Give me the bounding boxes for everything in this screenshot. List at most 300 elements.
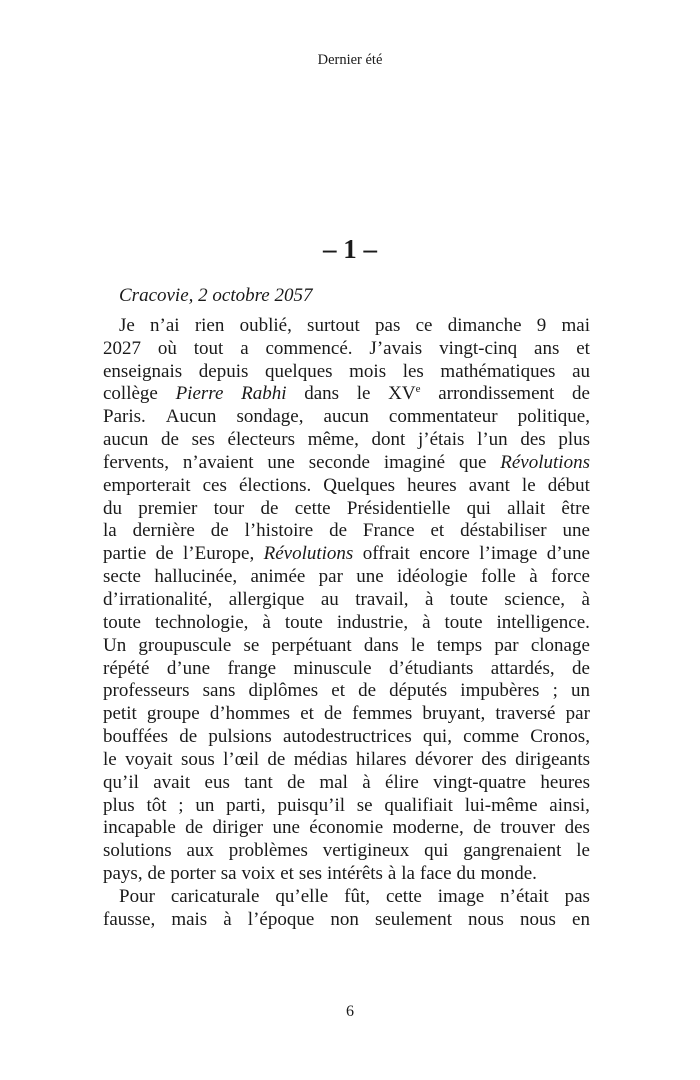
text: imaginé bbox=[383, 451, 446, 473]
text: depuis bbox=[198, 360, 249, 382]
text: aucun bbox=[323, 406, 369, 428]
word bbox=[245, 520, 314, 543]
text: dévorer bbox=[414, 748, 473, 770]
word bbox=[158, 338, 177, 361]
text: secte bbox=[103, 566, 141, 588]
text-line bbox=[103, 658, 590, 681]
text: parti, bbox=[226, 794, 266, 816]
text-line bbox=[103, 863, 590, 886]
text: députés bbox=[389, 680, 448, 702]
text: à bbox=[262, 611, 271, 633]
text: tour bbox=[213, 497, 245, 519]
word bbox=[103, 703, 137, 726]
text: politique, bbox=[517, 406, 590, 428]
text: à bbox=[422, 611, 431, 633]
text: heures bbox=[407, 474, 457, 496]
text: qualifiait bbox=[384, 794, 453, 816]
text: l’époque bbox=[247, 908, 315, 930]
word bbox=[457, 863, 476, 886]
text: premier bbox=[138, 497, 198, 519]
text: gangrenaient bbox=[463, 840, 562, 862]
text: heures bbox=[540, 771, 590, 793]
word bbox=[119, 886, 155, 909]
text: de bbox=[329, 520, 347, 542]
text: tant bbox=[244, 771, 273, 793]
text-line bbox=[103, 749, 590, 772]
word bbox=[477, 429, 508, 452]
word bbox=[530, 726, 590, 749]
word bbox=[229, 840, 308, 863]
text: image bbox=[437, 885, 485, 907]
word bbox=[389, 658, 473, 681]
text: de bbox=[572, 657, 590, 679]
text: dirigeants bbox=[515, 748, 590, 770]
text: au bbox=[320, 588, 339, 610]
word bbox=[229, 589, 305, 612]
word bbox=[295, 498, 331, 521]
word bbox=[221, 863, 237, 886]
text: de bbox=[571, 383, 590, 405]
text: seulement bbox=[374, 908, 452, 930]
word bbox=[153, 772, 190, 795]
text: ces bbox=[202, 474, 227, 496]
word bbox=[103, 429, 148, 452]
italic-text: Révolutions bbox=[263, 543, 354, 565]
text: et bbox=[280, 863, 294, 885]
word bbox=[384, 795, 453, 818]
word bbox=[430, 520, 444, 543]
word bbox=[463, 840, 561, 863]
word bbox=[467, 498, 491, 521]
word bbox=[272, 635, 352, 658]
text-line bbox=[103, 772, 590, 795]
word bbox=[520, 429, 545, 452]
word bbox=[205, 772, 230, 795]
word bbox=[103, 520, 117, 543]
text: diplômes bbox=[248, 680, 319, 702]
text: allait bbox=[507, 497, 546, 519]
text: Quelques bbox=[323, 474, 396, 496]
text-line bbox=[103, 635, 590, 658]
text: oublié, bbox=[239, 314, 292, 336]
word bbox=[103, 338, 141, 361]
text: l’histoire bbox=[244, 520, 314, 542]
word bbox=[363, 520, 415, 543]
text: force bbox=[550, 566, 590, 588]
text: cette bbox=[385, 885, 422, 907]
word bbox=[267, 749, 285, 772]
word bbox=[473, 817, 491, 840]
word bbox=[423, 726, 452, 749]
text-line bbox=[103, 680, 590, 703]
word bbox=[324, 703, 342, 726]
word bbox=[208, 726, 271, 749]
text: à bbox=[223, 908, 232, 930]
text: à bbox=[362, 771, 371, 793]
text: impubères bbox=[460, 680, 540, 702]
word bbox=[500, 452, 590, 475]
text: une bbox=[267, 451, 295, 473]
word bbox=[181, 749, 215, 772]
text: pulsions bbox=[208, 726, 272, 748]
word bbox=[194, 338, 224, 361]
word bbox=[437, 635, 482, 658]
word bbox=[138, 635, 231, 658]
text: dans bbox=[304, 383, 340, 405]
word bbox=[293, 658, 371, 681]
word bbox=[433, 772, 526, 795]
text: a bbox=[240, 337, 249, 359]
text: un bbox=[570, 680, 590, 702]
text: de bbox=[155, 543, 174, 565]
text: à bbox=[581, 588, 590, 610]
word bbox=[133, 520, 195, 543]
text: une bbox=[356, 566, 384, 588]
word bbox=[386, 886, 422, 909]
word bbox=[272, 817, 299, 840]
word bbox=[243, 635, 259, 658]
word bbox=[223, 909, 231, 932]
word bbox=[103, 361, 182, 384]
text: de bbox=[260, 497, 279, 519]
text: et bbox=[430, 520, 445, 542]
word bbox=[358, 680, 376, 703]
text: élire bbox=[385, 771, 419, 793]
text: répété bbox=[103, 657, 150, 679]
text: par bbox=[318, 566, 343, 588]
word bbox=[324, 406, 369, 429]
word bbox=[572, 383, 590, 406]
dateline bbox=[103, 285, 590, 308]
word bbox=[416, 315, 433, 338]
text: Pour bbox=[119, 885, 155, 907]
text: hilares bbox=[355, 748, 407, 770]
text: toute bbox=[449, 588, 488, 610]
text: se bbox=[243, 634, 260, 656]
text: intérêts bbox=[327, 863, 383, 885]
text: la bbox=[103, 520, 117, 542]
word bbox=[211, 520, 229, 543]
text: mai bbox=[561, 314, 590, 336]
text: des bbox=[564, 817, 590, 839]
word bbox=[299, 863, 322, 886]
text: pays, bbox=[103, 863, 143, 885]
word bbox=[347, 498, 450, 521]
word bbox=[248, 680, 318, 703]
word bbox=[388, 863, 396, 886]
text: plus bbox=[558, 429, 590, 451]
word bbox=[529, 566, 537, 589]
text: une bbox=[272, 817, 300, 839]
word bbox=[459, 452, 486, 475]
text: et bbox=[300, 703, 314, 725]
word bbox=[307, 315, 360, 338]
word bbox=[494, 635, 518, 658]
word bbox=[375, 315, 400, 338]
word bbox=[192, 429, 215, 452]
word bbox=[372, 429, 406, 452]
text-line bbox=[103, 566, 590, 589]
word bbox=[422, 612, 430, 635]
word bbox=[460, 680, 539, 703]
text: cette bbox=[294, 497, 331, 519]
word bbox=[300, 703, 314, 726]
text: seconde bbox=[308, 451, 370, 473]
text: nous bbox=[520, 908, 556, 930]
text: médias bbox=[293, 748, 348, 770]
text: monde. bbox=[480, 863, 537, 885]
word bbox=[304, 383, 339, 406]
text: professeurs bbox=[103, 680, 190, 702]
word bbox=[481, 566, 516, 589]
word bbox=[103, 658, 149, 681]
text: dimanche bbox=[447, 314, 522, 336]
word bbox=[103, 612, 141, 635]
word bbox=[294, 749, 348, 772]
text: déstabiliser bbox=[460, 520, 547, 542]
text: économie bbox=[309, 817, 384, 839]
word bbox=[227, 658, 276, 681]
text: dont bbox=[371, 429, 406, 451]
word bbox=[103, 749, 117, 772]
text: de bbox=[324, 703, 342, 725]
word bbox=[551, 566, 590, 589]
word bbox=[558, 429, 590, 452]
word bbox=[323, 840, 410, 863]
text: 2027 bbox=[103, 337, 141, 359]
text: de bbox=[147, 863, 166, 885]
text: aux bbox=[186, 840, 214, 862]
italic-text: Révolutions bbox=[500, 451, 590, 473]
text: au bbox=[572, 360, 590, 382]
text: enseignais bbox=[103, 360, 183, 382]
word bbox=[357, 383, 371, 406]
text: emporterait bbox=[103, 474, 191, 496]
text: traversé bbox=[495, 703, 556, 725]
text: avait bbox=[153, 771, 191, 793]
word bbox=[226, 795, 266, 818]
word bbox=[450, 589, 488, 612]
word bbox=[537, 315, 547, 338]
text-line bbox=[103, 817, 590, 840]
text: dernière bbox=[132, 520, 195, 542]
word bbox=[262, 612, 270, 635]
text-line bbox=[103, 886, 590, 909]
word bbox=[582, 589, 590, 612]
text: ; bbox=[552, 680, 558, 702]
text-line bbox=[103, 429, 590, 452]
text: non bbox=[330, 908, 359, 930]
text: n’était bbox=[500, 885, 549, 907]
text: fervents, bbox=[103, 451, 169, 473]
word bbox=[147, 703, 200, 726]
word bbox=[468, 909, 504, 932]
word bbox=[210, 703, 290, 726]
text: quelques bbox=[264, 360, 333, 382]
text: aucun bbox=[103, 429, 149, 451]
word bbox=[415, 749, 473, 772]
text-line bbox=[103, 726, 590, 749]
text-line bbox=[103, 338, 590, 361]
word bbox=[572, 909, 590, 932]
text: science, bbox=[504, 588, 566, 610]
text: ainsi, bbox=[549, 794, 590, 816]
word bbox=[195, 795, 214, 818]
word bbox=[103, 863, 143, 886]
word bbox=[534, 338, 559, 361]
running-head: Dernier été bbox=[317, 52, 383, 68]
word bbox=[330, 909, 359, 932]
text-line bbox=[103, 475, 590, 498]
text: de bbox=[287, 771, 306, 793]
text: industrie, bbox=[336, 611, 409, 633]
text: les bbox=[402, 360, 424, 382]
text: femmes bbox=[352, 703, 413, 725]
word bbox=[103, 795, 135, 818]
word bbox=[280, 863, 294, 886]
word bbox=[148, 863, 166, 886]
word bbox=[349, 361, 386, 384]
word bbox=[500, 817, 555, 840]
word bbox=[261, 498, 279, 521]
word bbox=[321, 589, 339, 612]
word bbox=[438, 886, 484, 909]
word bbox=[170, 863, 215, 886]
word bbox=[264, 543, 354, 566]
word bbox=[239, 475, 311, 498]
word bbox=[183, 543, 254, 566]
word bbox=[495, 703, 555, 726]
text: Je bbox=[119, 314, 135, 336]
word bbox=[572, 361, 590, 384]
word bbox=[540, 772, 590, 795]
word bbox=[369, 338, 422, 361]
text: qu’il bbox=[103, 771, 139, 793]
word bbox=[389, 406, 498, 429]
text: le bbox=[576, 840, 590, 862]
word bbox=[176, 383, 224, 406]
word bbox=[103, 840, 172, 863]
word bbox=[438, 383, 554, 406]
text: France bbox=[362, 520, 415, 542]
word bbox=[425, 589, 433, 612]
word bbox=[504, 589, 565, 612]
text: de bbox=[161, 429, 179, 451]
text: groupuscule bbox=[138, 634, 232, 656]
word bbox=[103, 909, 155, 932]
text: sa bbox=[220, 863, 237, 885]
text: ses bbox=[298, 863, 323, 885]
text: des bbox=[481, 748, 507, 770]
text: attardés, bbox=[490, 657, 555, 679]
word bbox=[199, 361, 249, 384]
text: temps bbox=[436, 634, 483, 656]
word bbox=[236, 406, 303, 429]
text: électeurs bbox=[227, 429, 296, 451]
text: à bbox=[529, 566, 538, 588]
word bbox=[469, 475, 510, 498]
word bbox=[491, 658, 555, 681]
word bbox=[547, 543, 590, 566]
text: bruyant, bbox=[422, 703, 486, 725]
italic-text: Pierre bbox=[175, 383, 224, 405]
word bbox=[407, 475, 457, 498]
word bbox=[267, 452, 294, 475]
text: d’une bbox=[166, 657, 211, 679]
text: autodestructrices bbox=[282, 726, 412, 748]
word bbox=[419, 543, 470, 566]
word bbox=[355, 589, 408, 612]
text: toute bbox=[284, 611, 323, 633]
word bbox=[375, 909, 452, 932]
text: pas bbox=[375, 314, 401, 336]
superscript: e bbox=[415, 383, 421, 396]
word bbox=[103, 566, 141, 589]
word bbox=[103, 406, 146, 429]
word bbox=[171, 886, 260, 909]
word bbox=[331, 680, 345, 703]
word bbox=[265, 361, 333, 384]
word bbox=[167, 658, 210, 681]
text: allergique bbox=[228, 588, 305, 610]
word bbox=[329, 520, 347, 543]
word bbox=[178, 795, 183, 818]
word bbox=[422, 703, 485, 726]
text-line bbox=[103, 452, 590, 475]
text: début bbox=[547, 474, 590, 496]
text-line bbox=[103, 589, 590, 612]
word bbox=[203, 475, 227, 498]
text: porter bbox=[170, 863, 216, 885]
word bbox=[186, 840, 213, 863]
word bbox=[531, 635, 590, 658]
text: vingt-cinq bbox=[439, 337, 518, 359]
text: de bbox=[179, 726, 198, 748]
word bbox=[309, 817, 383, 840]
word bbox=[566, 703, 590, 726]
text: Aucun bbox=[165, 406, 217, 428]
word bbox=[103, 383, 158, 406]
text: solutions bbox=[103, 840, 172, 862]
text: à bbox=[387, 863, 397, 885]
text: lui-même bbox=[464, 794, 538, 816]
text: mois bbox=[349, 360, 387, 382]
word bbox=[337, 612, 408, 635]
word bbox=[244, 772, 273, 795]
word bbox=[277, 795, 345, 818]
text: rien bbox=[194, 314, 225, 336]
text: et bbox=[331, 680, 345, 702]
dateline-text: Cracovie, 2 octobre 2057 bbox=[119, 285, 313, 306]
text: des bbox=[520, 429, 546, 451]
word bbox=[103, 589, 212, 612]
text: Présidentielle bbox=[346, 497, 451, 519]
word bbox=[356, 566, 383, 589]
text: en bbox=[572, 908, 590, 930]
word bbox=[364, 635, 399, 658]
text: être bbox=[561, 497, 590, 519]
page-number: 6 bbox=[346, 1003, 354, 1020]
text-line bbox=[103, 315, 590, 338]
text: bouffées bbox=[103, 726, 169, 748]
word bbox=[352, 703, 412, 726]
text: du bbox=[103, 497, 122, 519]
word bbox=[287, 772, 305, 795]
text: petit bbox=[103, 703, 137, 725]
word bbox=[480, 863, 536, 886]
word bbox=[356, 749, 407, 772]
text: et bbox=[576, 337, 590, 359]
